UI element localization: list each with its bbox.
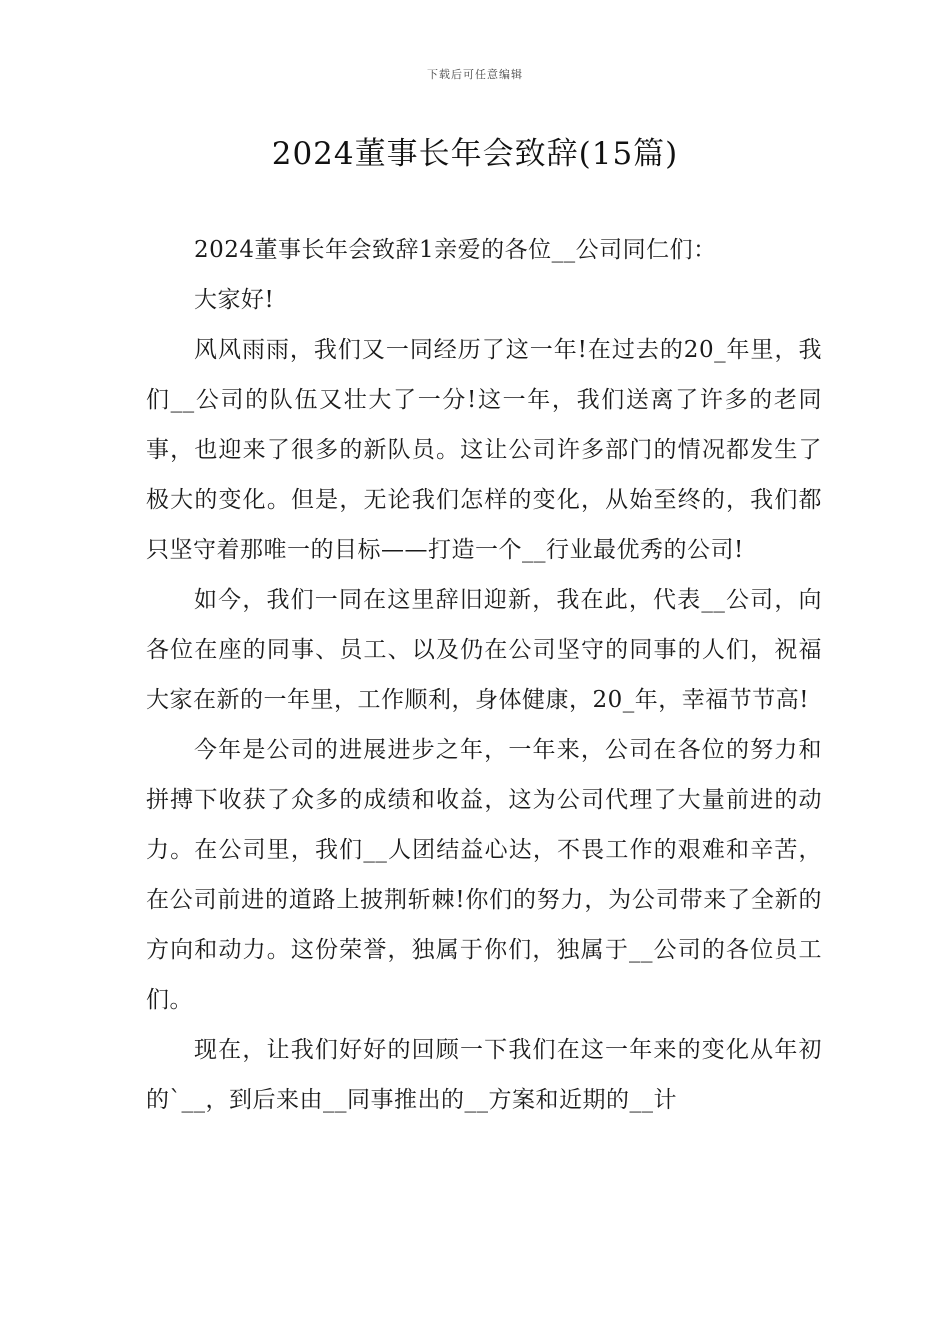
- document-title: 2024董事长年会致辞(15篇): [271, 136, 679, 172]
- document-body: [146, 225, 822, 1125]
- paragraph: 如今，我们一同在这里辞旧迎新，我在此，代表__公司，向各位在座的同事、员工、以及仍在公司坚守的同事的人们，祝福大家在新的一年里，工作顺利，身体健康，20_年，幸福节节高!: [146, 587, 822, 713]
- paragraph: 风风雨雨，我们又一同经历了这一年!在过去的20_年里，我们__公司的队伍又壮大了一分!这一年，我们送离了许多的老同事，也迎来了很多的新队员。这让公司许多部门的情况都发生了极大的变化。但是，无论我们怎样的变化，从始至终的，我们都只坚守着那唯一的目标——打造一个__行业最优秀的公司!: [146, 337, 822, 563]
- paragraph-salutation: 2024董事长年会致辞1亲爱的各位__公司同仁们：: [194, 237, 717, 263]
- header-note: 下载后可任意编辑: [427, 68, 523, 81]
- paragraph: 今年是公司的进展进步之年，一年来，公司在各位的努力和拼搏下收获了众多的成绩和收益，这为公司代理了大量前进的动力。在公司里，我们__人团结益心达，不畏工作的艰难和辛苦，在公司前进的道路上披荆斩棘!你们的努力，为公司带来了全新的方向和动力。这份荣誉，独属于你们，独属于__公司的各位员工们。: [146, 737, 822, 1013]
- paragraph-greeting: 大家好!: [194, 287, 275, 313]
- paragraph: 现在，让我们好好的回顾一下我们在这一年来的变化从年初的`__，到后来由__同事推出的__方案和近期的__计: [146, 1037, 822, 1113]
